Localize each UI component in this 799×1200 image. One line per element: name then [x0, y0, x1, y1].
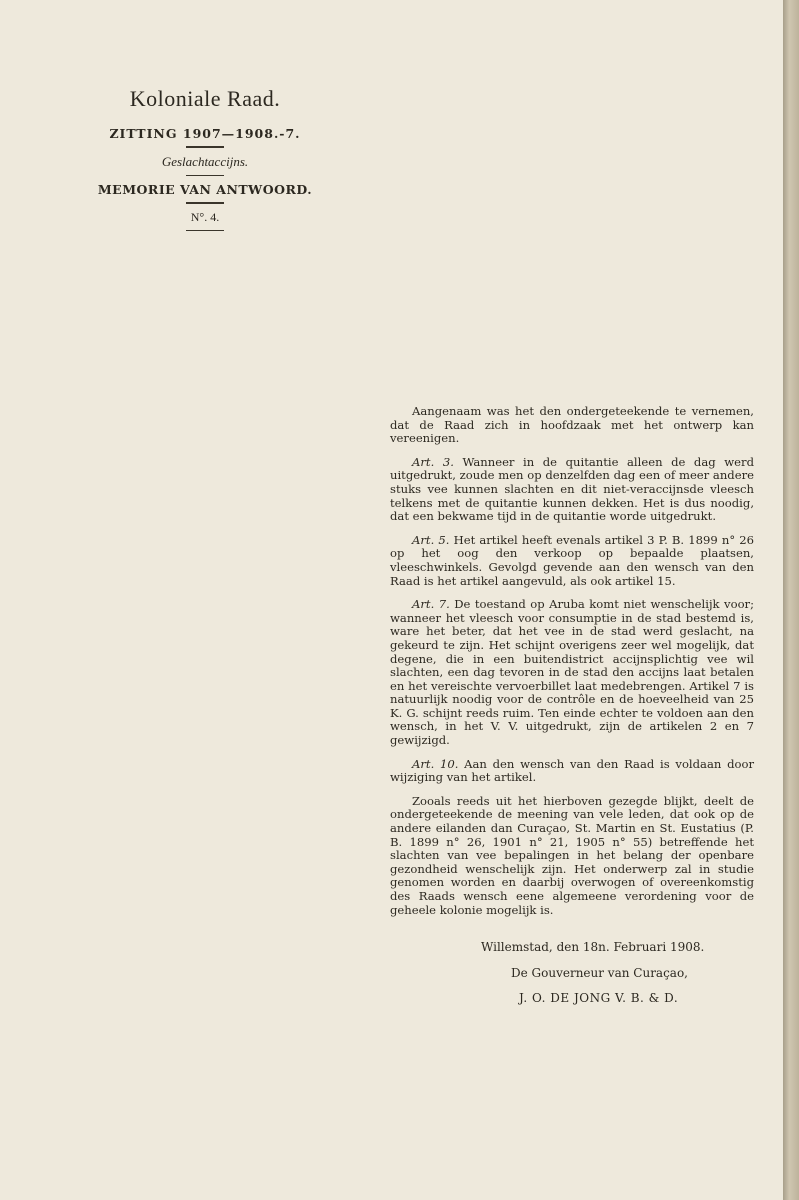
paragraph-text: Zooals reeds uit het hierboven gezegde blijkt, deelt de ondergeteekende de meening van vele leden, dat ook op de andere eilanden dan Curaçao, St. Martin en St. Eustatius (P. B. 1899 n° 26, 1901 n° 21, 1905 n° 55) betreffende het slachten van vee bepalingen in het belang der openbare gezondheid wenschelijk zijn. Het onderwerp zal in studie genomen worden en daarbij overwogen of overeenkomstig des Raads wensch eene algemeene verordening voor de geheele kolonie mogelijk is. [390, 793, 754, 917]
paragraph-text: De toestand op Aruba komt niet wenschelijk voor; wanneer het vleesch voor consumptie in de stad bestemd is, ware het beter, dat het vee in de stad werd geslacht, na gekeurd te zijn. Het schijnt overigens zeer wel mogelijk, dat degene, die in een buitendistrict accijnsplichtig vee wil slachten, een dag tevoren in de stad den accijns laat betalen en het vereischte vervoerbillet laat medebrengen. Artikel 7 is natuurlijk noodig voor de contrôle en de hoeveelheid van 25 K. G. schijnt reeds ruim. Ten einde echter te voldoen aan den wensch, in het V. V. uitgedrukt, zijn de artikelen 2 en 7 gewijzigd. [390, 597, 754, 748]
article-label: Art. 10. [412, 756, 459, 771]
paragraph-text: Wanneer in de quitantie alleen de dag werd uitgedrukt, zoude men op denzelfden dag een of meer andere stuks vee kunnen slachten en dit niet-veraccijnsde vleesch telkens met de quitantie kunnen dekken. Het is dus noodig, dat een bekwame tijd in de quitantie worde uitgedrukt. [390, 454, 754, 524]
signature-title: De Gouverneur van Curaçao, [511, 966, 688, 980]
header-rule [186, 175, 224, 177]
paragraph [390, 758, 754, 785]
subject-line: Geslachtaccijns. [161, 153, 249, 169]
session-line: ZITTING 1907—1908.-7. [109, 126, 301, 141]
paragraph-text: Het artikel heeft evenals artikel 3 P. B. 1899 n° 26 op het oog den verkoop op bepaalde plaatsen, vleeschwinkels. Gevolgd gevende aan den wensch van den Raad is het artikel aangevuld, als ook artikel 15. [390, 532, 754, 588]
document-header [80, 86, 330, 237]
paragraph [390, 405, 754, 446]
article-label: Art. 3. [412, 454, 454, 469]
document-number: N°. 4. [190, 209, 220, 224]
signature-name: J. O. DE JONG V. B. & D. [519, 991, 679, 1005]
paragraph [390, 598, 754, 748]
paragraph-text: Aan den wensch van den Raad is voldaan door wijziging van het artikel. [390, 756, 754, 785]
paragraph-text: Aangenaam was het den ondergeteekende te vernemen, dat de Raad zich in hoofdzaak met het ontwerp kan vereenigen. [390, 404, 754, 446]
paragraph [390, 456, 754, 524]
paragraph [390, 534, 754, 588]
article-label: Art. 5. [412, 532, 450, 547]
council-title: Koloniale Raad. [129, 86, 281, 111]
paragraph [390, 795, 754, 917]
header-rule [186, 230, 224, 232]
header-rule [186, 146, 224, 148]
document-type: MEMORIE VAN ANTWOORD. [97, 182, 313, 197]
signature-place-date: Willemstad, den 18n. Februari 1908. [481, 940, 705, 954]
page-edge [783, 0, 799, 1200]
header-rule [186, 202, 224, 204]
body-text [390, 405, 754, 927]
article-label: Art. 7. [412, 597, 450, 612]
